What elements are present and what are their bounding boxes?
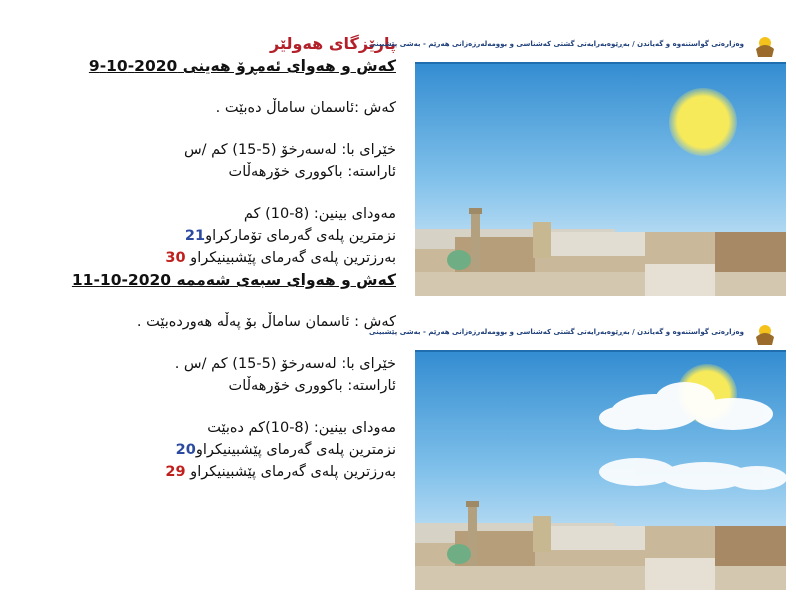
day2-min-label: نزمترین پلەی گەرمای پێشبینیکراو	[195, 442, 396, 458]
day1-min-label: نزمترین پلەی گەرمای تۆمارکراو	[205, 228, 396, 244]
kurdistan-emblem-icon	[752, 323, 778, 347]
day1-min-value: 21	[184, 228, 206, 244]
day1-heading: کەش و هەوای ئەمڕۆ هەینی 2020-10-9	[88, 57, 396, 75]
forecast-image-tomorrow	[369, 320, 786, 590]
day1-max-value: 30	[165, 250, 186, 266]
kurdistan-emblem-icon	[752, 35, 778, 59]
day1-visibility: مەودای بینین: (8-10) کم	[243, 206, 396, 222]
banner-text: وەزارەتی گواستنەوە و گەیاندن / بەڕێوەبەرایەتی گشتی کەشناسی و بوومەلەرزەزانی هەرێم - بەشی پێشبینی	[369, 40, 744, 48]
forecast-text	[60, 33, 396, 483]
sun-icon	[669, 88, 737, 156]
sky-scene	[415, 320, 786, 590]
day1-direction: ئاراستە: باکووری خۆرهەڵات	[228, 164, 396, 180]
day2-heading: کەش و هەوای سبەی شەممە 2020-10-11	[71, 271, 396, 289]
day2-max-label: بەرزترین پلەی گەرمای پێشبینیکراو	[185, 464, 396, 480]
day2-wind: خێرای با: لەسەرخۆ (5-15) کم /س .	[174, 356, 396, 372]
ministry-banner	[369, 32, 786, 64]
banner-text: وەزارەتی گواستنەوە و گەیاندن / بەڕێوەبەرایەتی گشتی کەشناسی و بوومەلەرزەزانی هەرێم - بەشی پێشبینی	[369, 328, 744, 336]
sky-scene	[415, 32, 786, 296]
day1-weather: کەش :ئاسمان ساماڵ دەبێت .	[215, 100, 396, 116]
ministry-banner	[369, 320, 786, 352]
day1-min-temp	[60, 225, 396, 247]
day1-max-label: بەرزترین پلەی گەرمای پێشبینیکراو	[185, 250, 396, 266]
day2-min-temp	[60, 439, 396, 461]
day2-visibility: مەودای بینین: (8-10)کم دەبێت	[207, 420, 396, 436]
day2-max-value: 29	[165, 464, 186, 480]
day1-max-temp	[60, 247, 396, 269]
page-title: پارێزگای هەولێر	[270, 34, 396, 53]
day2-weather: کەش : ئاسمان ساماڵ بۆ پەڵە هەوردەبێت .	[136, 314, 396, 330]
day2-direction: ئاراستە: باکووری خۆرهەڵات	[228, 378, 396, 394]
day1-wind: خێرای با: لەسەرخۆ (5-15) کم /س	[183, 142, 396, 158]
forecast-image-today	[369, 32, 786, 296]
day2-max-temp	[60, 461, 396, 483]
day2-min-value: 20	[175, 442, 196, 458]
